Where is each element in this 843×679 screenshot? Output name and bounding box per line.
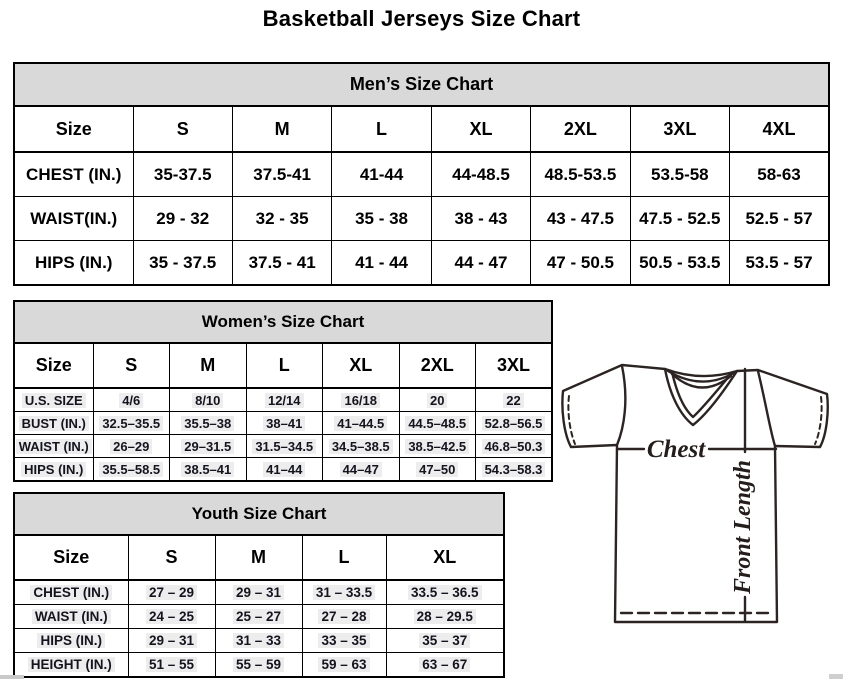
table-row [14, 605, 504, 629]
size-value-cell: 20 [399, 388, 476, 412]
size-value-cell: 41 - 44 [332, 241, 431, 286]
size-value-cell: 47.5 - 52.5 [630, 197, 729, 241]
table-row [14, 653, 504, 678]
size-value-cell: 48.5-53.5 [531, 152, 630, 197]
size-value-cell: 29 – 31 [215, 580, 302, 605]
column-header: 2XL [531, 106, 630, 152]
size-value-cell: 38 - 43 [431, 197, 530, 241]
row-label: BUST (IN.) [14, 412, 93, 435]
size-value-cell: 44.5–48.5 [399, 412, 476, 435]
youth-table-caption: Youth Size Chart [14, 493, 504, 535]
size-value-cell: 22 [476, 388, 553, 412]
table-row [14, 388, 552, 412]
size-value-cell: 12/14 [246, 388, 323, 412]
size-value-cell: 53.5 - 57 [730, 241, 829, 286]
selection-handle-left [0, 675, 24, 679]
row-label: CHEST (IN.) [14, 152, 133, 197]
table-row [14, 197, 829, 241]
jersey-measurement-diagram [540, 350, 843, 640]
size-value-cell: 29–31.5 [170, 435, 247, 458]
size-value-cell: 59 – 63 [302, 653, 386, 678]
table-row [14, 458, 552, 482]
row-label: HIPS (IN.) [14, 629, 128, 653]
size-value-cell: 28 – 29.5 [386, 605, 504, 629]
column-header: 4XL [730, 106, 829, 152]
size-value-cell: 44–47 [323, 458, 400, 482]
jersey-outline [562, 365, 827, 622]
table-row [14, 435, 552, 458]
size-value-cell: 38.5–42.5 [399, 435, 476, 458]
size-value-cell: 31 – 33.5 [302, 580, 386, 605]
size-value-cell: 29 - 32 [133, 197, 232, 241]
size-value-cell: 51 – 55 [128, 653, 215, 678]
row-label: HIPS (IN.) [14, 458, 93, 482]
size-value-cell: 32 - 35 [232, 197, 331, 241]
chest-label: Chest [646, 436, 706, 463]
row-label: CHEST (IN.) [14, 580, 128, 605]
women-size-table [13, 300, 553, 482]
table-row [14, 629, 504, 653]
size-value-cell: 47 - 50.5 [531, 241, 630, 286]
size-value-cell: 8/10 [170, 388, 247, 412]
women-table-caption: Women’s Size Chart [14, 301, 552, 343]
size-value-cell: 37.5-41 [232, 152, 331, 197]
men-table-caption: Men’s Size Chart [14, 63, 829, 106]
size-value-cell: 53.5-58 [630, 152, 729, 197]
column-header: 3XL [630, 106, 729, 152]
size-value-cell: 41–44.5 [323, 412, 400, 435]
size-value-cell: 46.8–50.3 [476, 435, 553, 458]
men-header-row [14, 106, 829, 152]
size-value-cell: 33.5 – 36.5 [386, 580, 504, 605]
size-value-cell: 35 – 37 [386, 629, 504, 653]
size-value-cell: 25 – 27 [215, 605, 302, 629]
column-header: XL [323, 343, 400, 388]
size-value-cell: 27 – 29 [128, 580, 215, 605]
column-header: XL [431, 106, 530, 152]
youth-header-row [14, 535, 504, 580]
selection-handle-right [829, 674, 843, 679]
size-value-cell: 33 – 35 [302, 629, 386, 653]
size-value-cell: 50.5 - 53.5 [630, 241, 729, 286]
column-header: S [133, 106, 232, 152]
row-label: U.S. SIZE [14, 388, 93, 412]
size-value-cell: 35.5–38 [170, 412, 247, 435]
column-header: S [128, 535, 215, 580]
column-header: L [246, 343, 323, 388]
size-value-cell: 47–50 [399, 458, 476, 482]
youth-size-table [13, 492, 505, 678]
column-header: Size [14, 106, 133, 152]
size-value-cell: 4/6 [93, 388, 170, 412]
size-value-cell: 38.5–41 [170, 458, 247, 482]
row-label: WAIST (IN.) [14, 435, 93, 458]
page-title: Basketball Jerseys Size Chart [262, 6, 581, 31]
column-header: Size [14, 535, 128, 580]
column-header: M [215, 535, 302, 580]
size-value-cell: 44-48.5 [431, 152, 530, 197]
row-label: WAIST(IN.) [14, 197, 133, 241]
size-value-cell: 16/18 [323, 388, 400, 412]
column-header: L [302, 535, 386, 580]
size-value-cell: 58-63 [730, 152, 829, 197]
column-header: 3XL [476, 343, 553, 388]
women-header-row [14, 343, 552, 388]
size-value-cell: 35 - 38 [332, 197, 431, 241]
front-length-label: Front Length [730, 459, 756, 595]
size-value-cell: 41-44 [332, 152, 431, 197]
size-value-cell: 31.5–34.5 [246, 435, 323, 458]
size-value-cell: 41–44 [246, 458, 323, 482]
column-header: M [170, 343, 247, 388]
size-value-cell: 63 – 67 [386, 653, 504, 678]
size-value-cell: 44 - 47 [431, 241, 530, 286]
size-value-cell: 35 - 37.5 [133, 241, 232, 286]
size-value-cell: 35.5–58.5 [93, 458, 170, 482]
table-row [14, 152, 829, 197]
size-value-cell: 52.5 - 57 [730, 197, 829, 241]
size-value-cell: 34.5–38.5 [323, 435, 400, 458]
size-value-cell: 29 – 31 [128, 629, 215, 653]
size-value-cell: 54.3–58.3 [476, 458, 553, 482]
men-size-table [13, 62, 830, 286]
column-header: M [232, 106, 331, 152]
column-header: L [332, 106, 431, 152]
size-value-cell: 27 – 28 [302, 605, 386, 629]
size-value-cell: 31 – 33 [215, 629, 302, 653]
column-header: 2XL [399, 343, 476, 388]
column-header: S [93, 343, 170, 388]
size-value-cell: 52.8–56.5 [476, 412, 553, 435]
row-label: WAIST (IN.) [14, 605, 128, 629]
size-value-cell: 26–29 [93, 435, 170, 458]
column-header: Size [14, 343, 93, 388]
size-value-cell: 38–41 [246, 412, 323, 435]
table-row [14, 412, 552, 435]
size-value-cell: 35-37.5 [133, 152, 232, 197]
size-value-cell: 32.5–35.5 [93, 412, 170, 435]
size-value-cell: 43 - 47.5 [531, 197, 630, 241]
row-label: HIPS (IN.) [14, 241, 133, 286]
size-value-cell: 55 – 59 [215, 653, 302, 678]
table-row [14, 580, 504, 605]
row-label: HEIGHT (IN.) [14, 653, 128, 678]
table-row [14, 241, 829, 286]
size-value-cell: 24 – 25 [128, 605, 215, 629]
column-header: XL [386, 535, 504, 580]
size-value-cell: 37.5 - 41 [232, 241, 331, 286]
